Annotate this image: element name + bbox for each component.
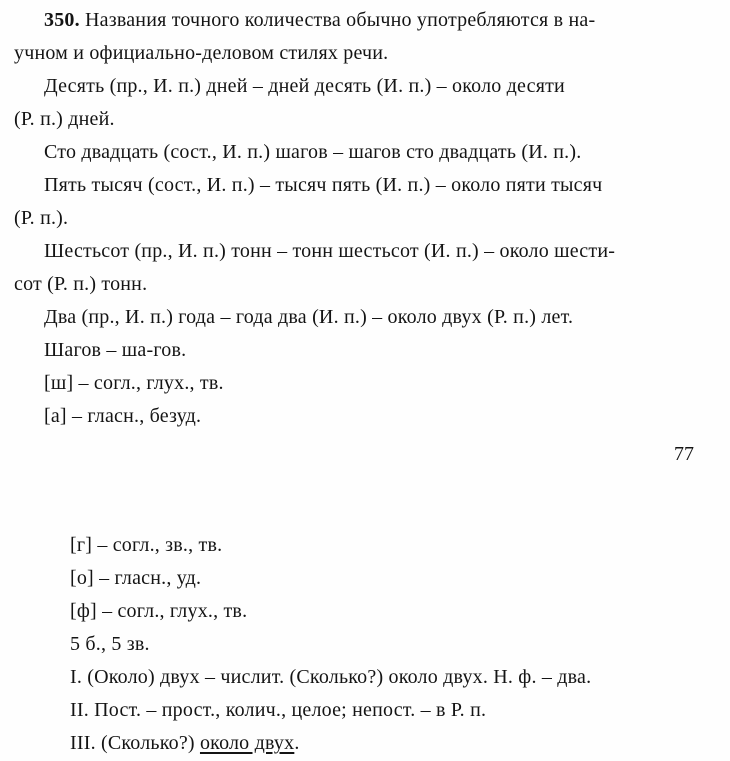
phonetic-analysis-block [0, 529, 730, 760]
last-line-suffix: . [294, 732, 300, 754]
text-line: Пять тысяч (сост., И. п.) – тысяч пять (И. п.) – около пяти тысяч [44, 174, 603, 196]
underlined-answer: около двух [199, 732, 295, 754]
page-number: 77 [674, 443, 694, 465]
text-line: [а] – гласн., безуд. [44, 405, 202, 427]
text-line: 5 б., 5 зв. [70, 633, 150, 655]
text-line [70, 727, 712, 760]
text-line: (Р. п.). [14, 207, 69, 229]
text-line: Шестьсот (пр., И. п.) тонн – тонн шестьсот (И. п.) – около шести- [44, 240, 616, 262]
text-line: [ш] – согл., глух., тв. [44, 372, 224, 394]
text-line: Десять (пр., И. п.) дней – дней десять (И. п.) – около десяти [44, 75, 565, 97]
text-line: Два (пр., И. п.) года – года два (И. п.) – около двух (Р. п.) лет. [44, 306, 574, 328]
text-line: Шагов – ша-гов. [44, 339, 187, 361]
text-line: [ф] – согл., глух., тв. [70, 600, 248, 622]
exercise-intro: Названия точного количества обычно употребляются в на- [79, 9, 596, 31]
exercise-350-block [0, 4, 730, 433]
text-line: [о] – гласн., уд. [70, 567, 202, 589]
text-line [14, 4, 712, 37]
text-line: Сто двадцать (сост., И. п.) шагов – шагов сто двадцать (И. п.). [44, 141, 582, 163]
last-line-prefix: III. (Сколько?) [70, 732, 200, 754]
text-line: (Р. п.) дней. [14, 108, 115, 130]
text-line: II. Пост. – прост., колич., целое; непост. – в Р. п. [70, 699, 487, 721]
text-line: [г] – согл., зв., тв. [70, 534, 223, 556]
exercise-number: 350. [44, 9, 80, 31]
text-line: учном и официально-деловом стилях речи. [14, 42, 389, 64]
text-line: сот (Р. п.) тонн. [14, 273, 148, 295]
text-line: I. (Около) двух – числит. (Сколько?) около двух. Н. ф. – два. [70, 666, 592, 688]
